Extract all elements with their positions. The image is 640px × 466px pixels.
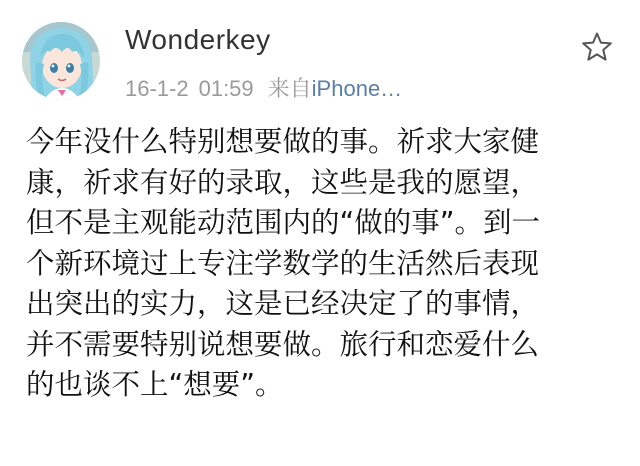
star-outline-icon[interactable] [580, 30, 614, 64]
source-link[interactable]: iPhone… [311, 76, 403, 101]
post-text-line: 今年没什么特别想要做的事。祈求大家健 [26, 125, 540, 158]
post-text-line: 的也谈不上“想要”。 [26, 368, 284, 401]
post-date: 16-1-2 [125, 76, 189, 101]
post-text-line: 但不是主观能动范围内的“做的事”。到一 [26, 206, 541, 239]
post-time: 01:59 [198, 76, 254, 101]
avatar[interactable] [22, 22, 100, 100]
post-text-line: 个新环境过上专注学数学的生活然后表现 [26, 246, 540, 280]
username[interactable]: Wonderkey [125, 24, 271, 55]
anime-girl-avatar-icon [22, 22, 100, 100]
post-text-line: 出突出的实力，这是已经决定了的事情， [26, 287, 540, 320]
post-text-line: 并不需要特别说想要做。旅行和恋爱什么 [26, 327, 540, 361]
post-meta [125, 72, 402, 103]
from-label: 来自 [267, 76, 312, 101]
post-content [26, 122, 616, 406]
post-text-line: 康，祈求有好的录取，这些是我的愿望， [26, 165, 540, 199]
